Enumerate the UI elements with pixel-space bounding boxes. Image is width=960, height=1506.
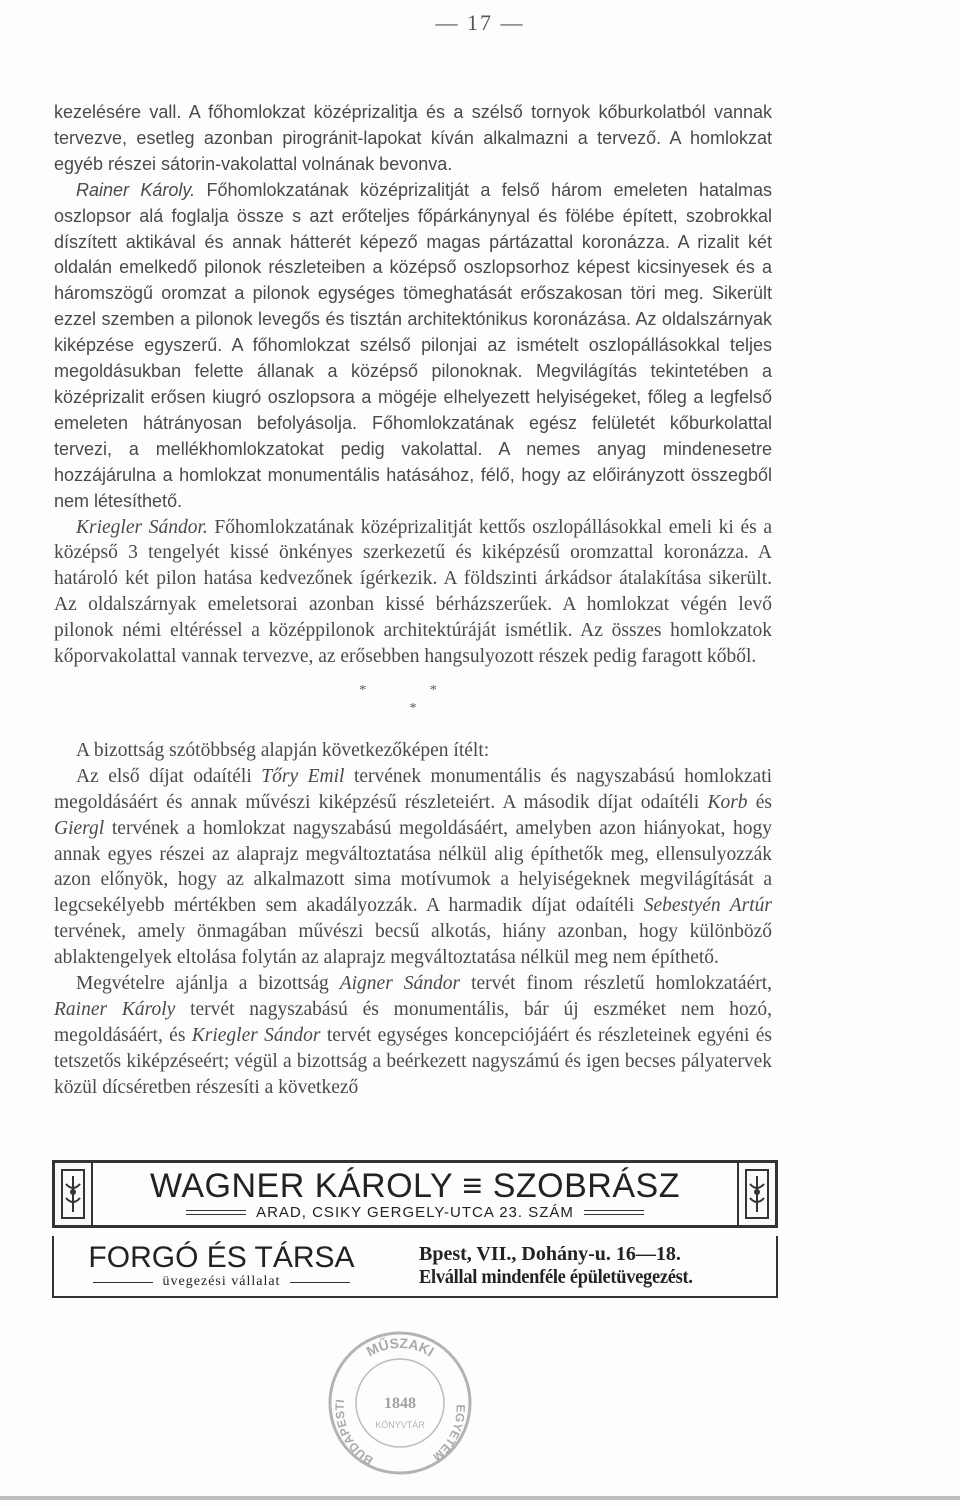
paragraph-text: Főhomlokzatának középrizalitját kettős oszlopállásokkal emeli ki és a középső 3 tengelyét kissé önkényes szerkezetű és kiképzésű oromzattal koronázza. A határoló két pilon hatása kedvezőnek ígérkezik. A földszinti árkádsor átalakítása sikerült. Az oldalszárnyak emeletsorai azonban kissé bérházszerűek. A homlokzat végén levő pilonok némi eltéréssel a középpilonok architektúráját ismétlik. Az összes homlokzatok kőporvakolattal vannak tervezve, az erősebben hangsulyozott részek pedig faragott kőből. (54, 516, 773, 668)
ornament-icon (737, 1163, 775, 1225)
author-name: Korb (707, 791, 748, 813)
author-name: Giergl (54, 817, 105, 839)
ad-company-kind-row (93, 1274, 351, 1290)
text-fragment: tervének a homlokzat nagyszabású megoldásáért, amelyben azon hiányokat, hogy annak egyes részei az alaprajz megváltoztatása nélkül alig építhetők meg, ellensulyozzák azon előnyök, hogy az alkalmazott sima motívumok a helyiségeknek megvilágítását a legcsekélyebb mértékben sem akadályozzák. A harmadik díjat odaítéli (54, 817, 773, 917)
ad-title: WAGNER KÁROLY ≡ SZOBRÁSZ (150, 1166, 680, 1205)
advertisement-wagner (52, 1160, 778, 1228)
text-fragment: tervét egységes koncepciójáért és részleteinek egyéni és tetszetős kiképzéseért; végül a bizottság a beérkezett nagyszámú és igen becses pályatervek közül dícséretben részesíti a következő (54, 1024, 773, 1098)
ad-service: Elvállal mindenféle épületüvegezést. (419, 1266, 693, 1288)
rule (290, 1282, 350, 1283)
author-name: Tőry Emil (261, 765, 345, 787)
ad-address: Bpest, VII., Dohány-u. 16—18. (419, 1243, 681, 1265)
text-fragment: tervét finom részletű homlokzatáért, (471, 973, 773, 995)
text-fragment: tervének, amely önmagában művészi becsű alkotás, hiány azonban, hogy különböző ablaktengelyek eltolása folytán az alaprajz megváltoztatása nélkül meg nem építhető. (54, 921, 772, 969)
library-stamp-icon (325, 1328, 475, 1478)
author-name: Kriegler Sándor (191, 1024, 321, 1046)
text-fragment: és (755, 791, 773, 813)
text-fragment: Megvételre ajánlja a bizottság (76, 973, 329, 995)
separator-star-bottom: * (409, 700, 417, 716)
text-fragment: tervének monumentális és nagyszabású homlokzati megoldásáért és annak művészi kiképzésű részleteiért. A második díjat odaítéli (54, 765, 773, 813)
author-name: Rainer Károly. (76, 179, 196, 200)
ad-address: ARAD, CSIKY GERGELY-UTCA 23. SZÁM (256, 1203, 574, 1221)
rule (93, 1282, 153, 1283)
body-text (54, 100, 772, 1101)
author-name: Kriegler Sándor. (76, 516, 208, 538)
paragraph-text: Főhomlokzatának középrizalitját a felső három emeleten hatalmas oszlopsor alá foglalja össze s azt erőteljes főpárkánynyal és fölébe épített, szobrokkal díszített aktikával és annak hátterét képező magas pártázattal koronázza. A rizalit két oldalán emelkedő pilonok részleteiben a középső oszlopsorhoz képest kicsinyesek és a háromszögű oromzat a pilonok egységes tömeghatását erőszakosan töri meg. Sikerült ezzel szemben a pilonok levegős és tisztán architektónikus koronázása. Az oldalszárnyak kiképzése egyszerű. A főhomlokzat szélső pilonjai az ismételt oszlopállásokkal teljes megoldásukban felette állanak a középső pilonoknak. Megvilágítás tekintetében a középrizalit erősen kiugró oszlopsora a mögéje elhelyezett helyiségeket, főleg a legfelső emeleten hátrányosan befolyásolja. Főhomlokzatának egész felületét kőburkolattal tervezi, a mellékhomlokzatokat pedig vakolattal. A nemes anyag mindenesetre hozzájárulna a homlokzat monumentális hatásához, félő, hogy az előirányzott összegből nem létesíthető. (54, 179, 772, 511)
ad-company (54, 1236, 389, 1296)
advertisement-forgo (52, 1236, 778, 1298)
paragraph-prizes (54, 764, 772, 971)
ornament-icon (55, 1163, 93, 1225)
ad-details (389, 1236, 776, 1296)
section-separator (54, 684, 772, 716)
stamp-top-text: MŰSZAKI (363, 1334, 437, 1360)
text-fragment: Az első díjat odaítéli (76, 765, 252, 787)
author-name: Aigner Sándor (339, 973, 461, 995)
stamp-right-text: EGYETEM (430, 1404, 468, 1464)
page-bottom-rule (0, 1496, 960, 1500)
verdict-heading: A bizottság szótöbbség alapján következőképen ítélt: (76, 739, 490, 761)
double-rule (584, 1210, 644, 1215)
author-name: Rainer Károly (54, 999, 176, 1020)
author-name: Sebestyén Artúr (643, 895, 773, 917)
double-rule (186, 1210, 246, 1215)
paragraph-rainer (54, 178, 772, 515)
stamp-year: 1848 (384, 1395, 416, 1412)
ad-company-name: FORGÓ ÉS TÁRSA (88, 1241, 355, 1274)
page-number: — 17 — (435, 10, 525, 35)
ad-address-row (186, 1204, 644, 1221)
paragraph-purchases (54, 971, 772, 1101)
paragraph-1: kezelésére vall. A főhomlokzat középrizalitja és a szélső tornyok kőburkolatból vannak tervezve, esetleg azonban pirogránit-lapokat kíván alkalmazni a tervező. A homlokzat egyéb részei sátorin-vakolattal volnának bevonva. (54, 102, 772, 174)
ad-company-kind: üvegezési vállalat (162, 1274, 281, 1289)
text-fragment: tervét nagyszabású és monumentális, bár új eszméket nem hozó, megoldásáért, és (54, 999, 772, 1046)
paragraph-kriegler (54, 515, 772, 670)
ad-content (93, 1163, 737, 1225)
stamp-left-text: BUDAPESTI (332, 1398, 376, 1468)
separator-stars-top: * * (359, 682, 467, 698)
stamp-inner-text: KÖNYVTÁR (375, 1420, 425, 1430)
